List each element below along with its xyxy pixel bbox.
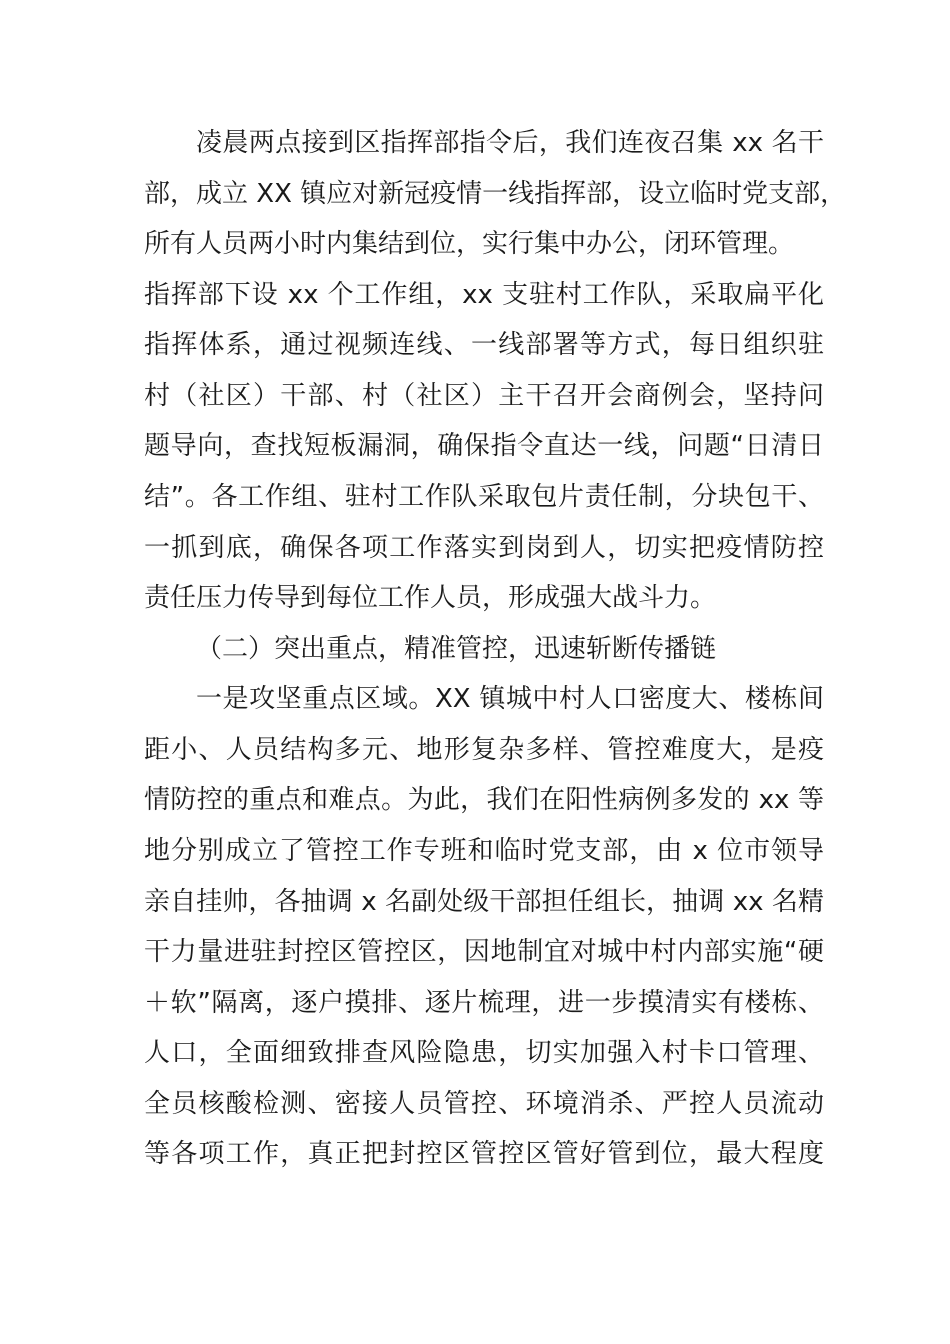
- paragraph-line-14: 情防控的重点和难点。为此，我们在阳性病例多发的 xx 等: [144, 785, 824, 815]
- paragraph-line-6: 村（社区）干部、村（社区）主干召开会商例会，坚持问: [144, 381, 824, 411]
- section-heading: （二）突出重点，精准管控，迅速斩断传播链: [196, 634, 717, 664]
- paragraph-line-18: ＋软”隔离，逐户摸排、逐片梳理，进一步摸清实有楼栋、: [144, 988, 824, 1018]
- paragraph-line-17: 干力量进驻封控区管控区，因地制宜对城中村内部实施“硬: [144, 937, 824, 967]
- paragraph-line-21: 等各项工作，真正把封控区管控区管好管到位，最大程度: [144, 1139, 824, 1169]
- paragraph-line-3: 所有人员两小时内集结到位，实行集中办公，闭环管理。: [144, 229, 795, 259]
- paragraph-line-8: 结”。各工作组、驻村工作队采取包片责任制，分块包干、: [144, 482, 824, 512]
- paragraph-line-9: 一抓到底，确保各项工作落实到岗到人，切实把疫情防控: [144, 533, 824, 563]
- paragraph-line-12: 一是攻坚重点区域。XX 镇城中村人口密度大、楼栋间: [196, 684, 824, 714]
- paragraph-line-4: 指挥部下设 xx 个工作组，xx 支驻村工作队，采取扁平化: [144, 280, 824, 310]
- paragraph-line-13: 距小、人员结构多元、地形复杂多样、管控难度大，是疫: [144, 735, 824, 765]
- paragraph-line-5: 指挥体系，通过视频连线、一线部署等方式，每日组织驻: [144, 330, 824, 360]
- paragraph-line-10: 责任压力传导到每位工作人员，形成强大战斗力。: [144, 583, 717, 613]
- paragraph-line-2: 部，成立 XX 镇应对新冠疫情一线指挥部，设立临时党支部，: [144, 179, 847, 209]
- paragraph-line-19: 人口，全面细致排查风险隐患，切实加强入村卡口管理、: [144, 1038, 824, 1068]
- paragraph-line-15: 地分别成立了管控工作专班和临时党支部，由 x 位市领导: [144, 836, 824, 866]
- paragraph-line-1: 凌晨两点接到区指挥部指令后，我们连夜召集 xx 名干: [196, 128, 824, 158]
- paragraph-line-7: 题导向，查找短板漏洞，确保指令直达一线，问题“日清日: [144, 431, 824, 461]
- paragraph-line-20: 全员核酸检测、密接人员管控、环境消杀、严控人员流动: [144, 1089, 824, 1119]
- paragraph-line-16: 亲自挂帅，各抽调 x 名副处级干部担任组长，抽调 xx 名精: [144, 887, 824, 917]
